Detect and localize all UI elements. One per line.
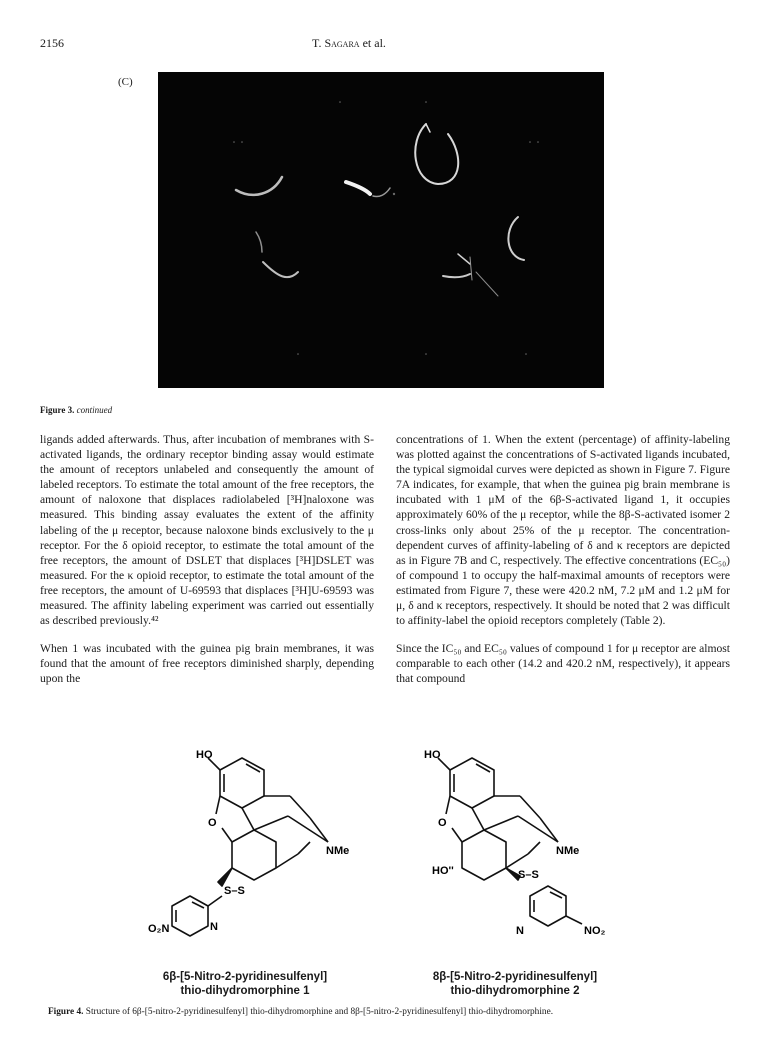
- figure4-caption: [48, 1007, 553, 1017]
- compound2-ho-lower-label: HO'': [432, 865, 454, 877]
- compound1-ho-label: HO: [196, 749, 213, 761]
- running-head-initial: T.: [312, 36, 325, 50]
- compound2-o-label: O: [438, 817, 447, 829]
- compound2-nme-label: NMe: [556, 845, 580, 857]
- compound1-n-label: N: [210, 921, 218, 933]
- compound1-no2-label: O₂N: [148, 923, 170, 935]
- left-paragraph-2: When 1 was incubated with the guinea pig brain membranes, it was found that the amount of free receptors diminished sharply, depending upon the: [40, 642, 374, 686]
- figure4-caption-label: Figure 4.: [48, 1007, 84, 1017]
- compound1-nme-label: NMe: [326, 845, 350, 857]
- figure3-panel-label: (C): [118, 76, 133, 88]
- figure3-caption-text: continued: [74, 405, 113, 415]
- compound2-n-label: N: [516, 925, 524, 937]
- compound2-structure: [420, 746, 630, 936]
- compound2-name-line2: thio-dihydromorphine 2: [450, 985, 580, 997]
- right-paragraph-2: Since the IC₅₀ and EC₅₀ values of compound 1 for μ receptor are almost comparable to each other (14.2 and 420.2 nM, respectively), it appears that compound: [396, 642, 730, 686]
- running-head-surname: Sagara: [324, 36, 360, 50]
- compound1-name: [130, 970, 360, 998]
- compound1-name-line2: thio-dihydromorphine 1: [180, 985, 310, 997]
- compound2-ho-label: HO: [424, 749, 441, 761]
- compound2-name-line1: 8β-[5-Nitro-2-pyridinesulfenyl]: [432, 971, 598, 983]
- micrograph-image: [158, 72, 604, 388]
- page-number: 2156: [40, 36, 64, 50]
- compound2-ss-label: S–S: [518, 869, 539, 881]
- fluorescence-micrograph: [158, 72, 604, 388]
- figure4-caption-text: Structure of 6β-[5-nitro-2-pyridinesulfenyl] thio-dihydromorphine and 8β-[5-nitro-2-pyridinesulfenyl] thio-dihydromorphine.: [83, 1007, 554, 1017]
- compound1-name-line1: 6β-[5-Nitro-2-pyridinesulfenyl]: [162, 971, 328, 983]
- left-column: [40, 432, 374, 700]
- running-head: [312, 36, 386, 51]
- compound1-o-label: O: [208, 817, 217, 829]
- compound2-name: [400, 970, 630, 998]
- compound2-no2-label: NO₂: [584, 925, 606, 937]
- figure3-caption: [40, 405, 112, 415]
- right-column: [396, 432, 730, 700]
- right-paragraph-1: concentrations of 1. When the extent (percentage) of affinity-labeling was plotted against the concentrations of S-activated ligands incubated, the typical sigmoidal curves were depicted as shown in Figure 7. Figure 7A indicates, for example, that when the guinea pig brain membrane is incubated with 1 μM of the 6β-S-activated ligand 1, it occupies approximately 60% of the μ receptor, while the 8β-S-activated isomer 2 cross-links only about 25% of the μ receptor. The concentration-dependent curves of affinity-labeling of δ and κ receptors are depicted as in Figure 7B and C, respectively. The effective concentrations (EC₅₀) of compound 1 to occupy the half-maximal amounts of receptors were estimated from Figure 7, these were 420.2 nM, 7.2 μM and 1.2 μM for μ, δ and κ receptors, respectively. It should be noted that 2 was difficult to affinity-label the opioid receptors completely (Table 2).: [396, 433, 730, 628]
- figure3-caption-label: Figure 3.: [40, 405, 75, 415]
- left-paragraph-1: ligands added afterwards. Thus, after incubation of membranes with S-activated ligands, the ordinary receptor binding assay would estimate the amount of receptors unlabeled and consequently the amount of labeled receptors. To estimate the total amount of the free receptors, the amount of naloxone that displaces radiolabeled [³H]naloxone was measured. This binding assay evaluates the extent of the affinity labeling of the μ receptor, because naloxone binds exclusively to the μ receptor. For the δ opioid receptor, to estimate the total amount of the free receptors, the amount of DSLET that displaces [³H]DSLET was measured. For the κ opioid receptor, to estimate the total amount of the free receptors, the amount of U-69593 that displaces [³H]U-69593 was measured. The affinity labeling experiment was carried out essentially as described previously.⁴²: [40, 433, 374, 628]
- running-head-suffix: et al.: [359, 36, 386, 50]
- compound1-ss-label: S–S: [224, 885, 245, 897]
- compound1-structure: [148, 746, 370, 936]
